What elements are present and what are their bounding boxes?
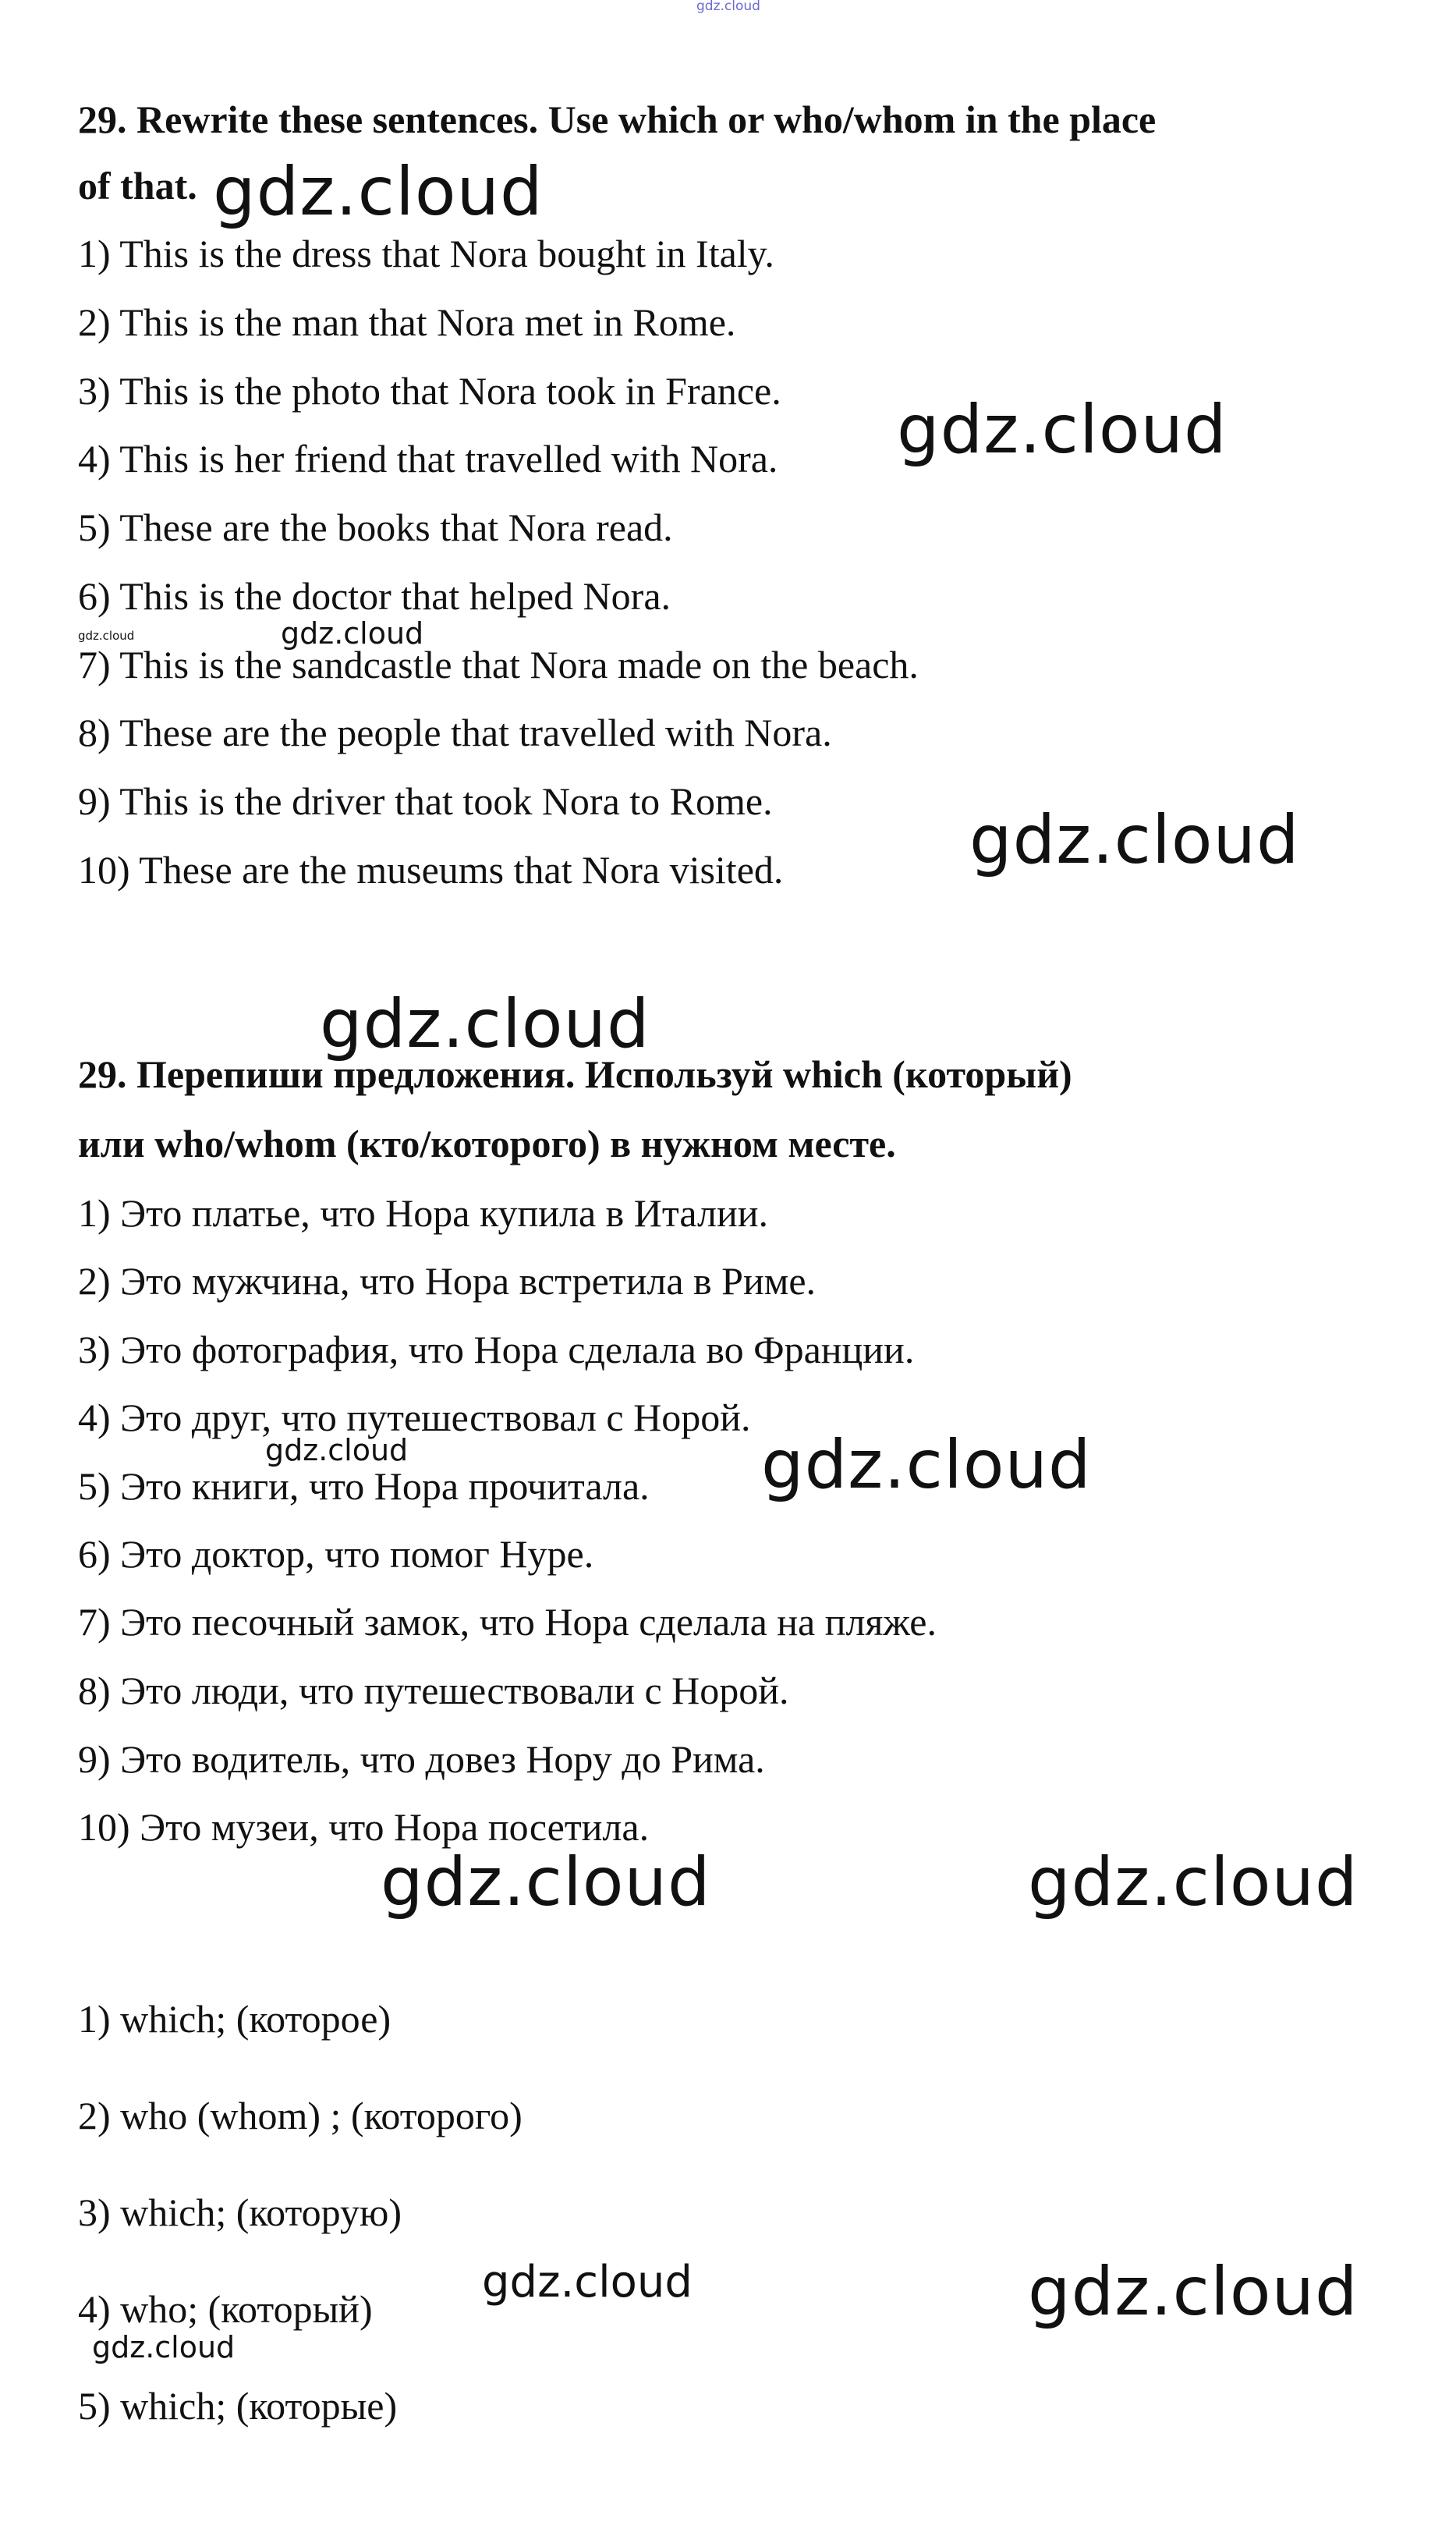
english-heading-line-2: of that. bbox=[78, 164, 197, 208]
answer-5: 5) which; (которые) bbox=[78, 2384, 398, 2428]
russian-item-9: 9) Это водитель, что довез Нору до Рима. bbox=[78, 1737, 765, 1781]
answer-2: 2) who (whom) ; (которого) bbox=[78, 2094, 523, 2137]
english-item-10: 10) These are the museums that Nora visited. bbox=[78, 848, 784, 892]
english-item-6: 6) This is the doctor that helped Nora. bbox=[78, 574, 671, 618]
watermark: gdz.cloud bbox=[92, 2330, 236, 2364]
watermark: gdz.cloud bbox=[381, 1843, 711, 1921]
russian-item-4: 4) Это друг, что путешествовал с Норой. bbox=[78, 1396, 751, 1439]
english-item-7: 7) This is the sandcastle that Nora made on the beach. bbox=[78, 643, 919, 686]
russian-item-1: 1) Это платье, что Нора купила в Италии. bbox=[78, 1191, 768, 1235]
answer-4: 4) who; (который) bbox=[78, 2287, 373, 2331]
watermark: gdz.cloud bbox=[1028, 2253, 1359, 2331]
russian-item-2: 2) Это мужчина, что Нора встретила в Риме. bbox=[78, 1259, 817, 1303]
watermark: gdz.cloud bbox=[1028, 1843, 1359, 1921]
watermark: gdz.cloud bbox=[320, 985, 650, 1063]
watermark-top: gdz.cloud bbox=[696, 0, 760, 14]
russian-item-8: 8) Это люди, что путешествовали с Норой. bbox=[78, 1669, 789, 1712]
english-item-3: 3) This is the photo that Nora took in France. bbox=[78, 369, 781, 413]
answer-3: 3) which; (которую) bbox=[78, 2190, 402, 2234]
watermark: gdz.cloud bbox=[969, 801, 1300, 879]
watermark: gdz.cloud bbox=[897, 391, 1228, 469]
russian-item-10: 10) Это музеи, что Нора посетила. bbox=[78, 1805, 650, 1849]
watermark: gdz.cloud bbox=[78, 629, 135, 643]
english-item-1: 1) This is the dress that Nora bought in Italy. bbox=[78, 232, 774, 275]
english-item-5: 5) These are the books that Nora read. bbox=[78, 505, 673, 549]
english-item-8: 8) These are the people that travelled with Nora. bbox=[78, 711, 832, 754]
answer-1: 1) which; (которое) bbox=[78, 1997, 391, 2041]
english-item-9: 9) This is the driver that took Nora to Rome. bbox=[78, 779, 773, 823]
russian-item-6: 6) Это доктор, что помог Нуре. bbox=[78, 1532, 594, 1576]
russian-item-3: 3) Это фотография, что Нора сделала во Франции. bbox=[78, 1328, 915, 1371]
english-item-2: 2) This is the man that Nora met in Rome. bbox=[78, 300, 736, 344]
russian-heading-line-1: 29. Перепиши предложения. Используй which (который) bbox=[78, 1052, 1072, 1096]
english-item-4: 4) This is her friend that travelled with Nora. bbox=[78, 437, 778, 481]
watermark: gdz.cloud bbox=[761, 1426, 1092, 1504]
russian-item-5: 5) Это книги, что Нора прочитала. bbox=[78, 1464, 650, 1508]
russian-item-7: 7) Это песочный замок, что Нора сделала на пляже. bbox=[78, 1600, 937, 1644]
watermark: gdz.cloud bbox=[265, 1433, 409, 1467]
russian-heading-line-2: или who/whom (кто/которого) в нужном месте. bbox=[78, 1122, 896, 1165]
watermark: gdz.cloud bbox=[482, 2257, 693, 2307]
watermark: gdz.cloud bbox=[213, 153, 544, 231]
english-heading-line-1: 29. Rewrite these sentences. Use which or who/whom in the place bbox=[78, 98, 1157, 141]
watermark: gdz.cloud bbox=[281, 616, 424, 651]
